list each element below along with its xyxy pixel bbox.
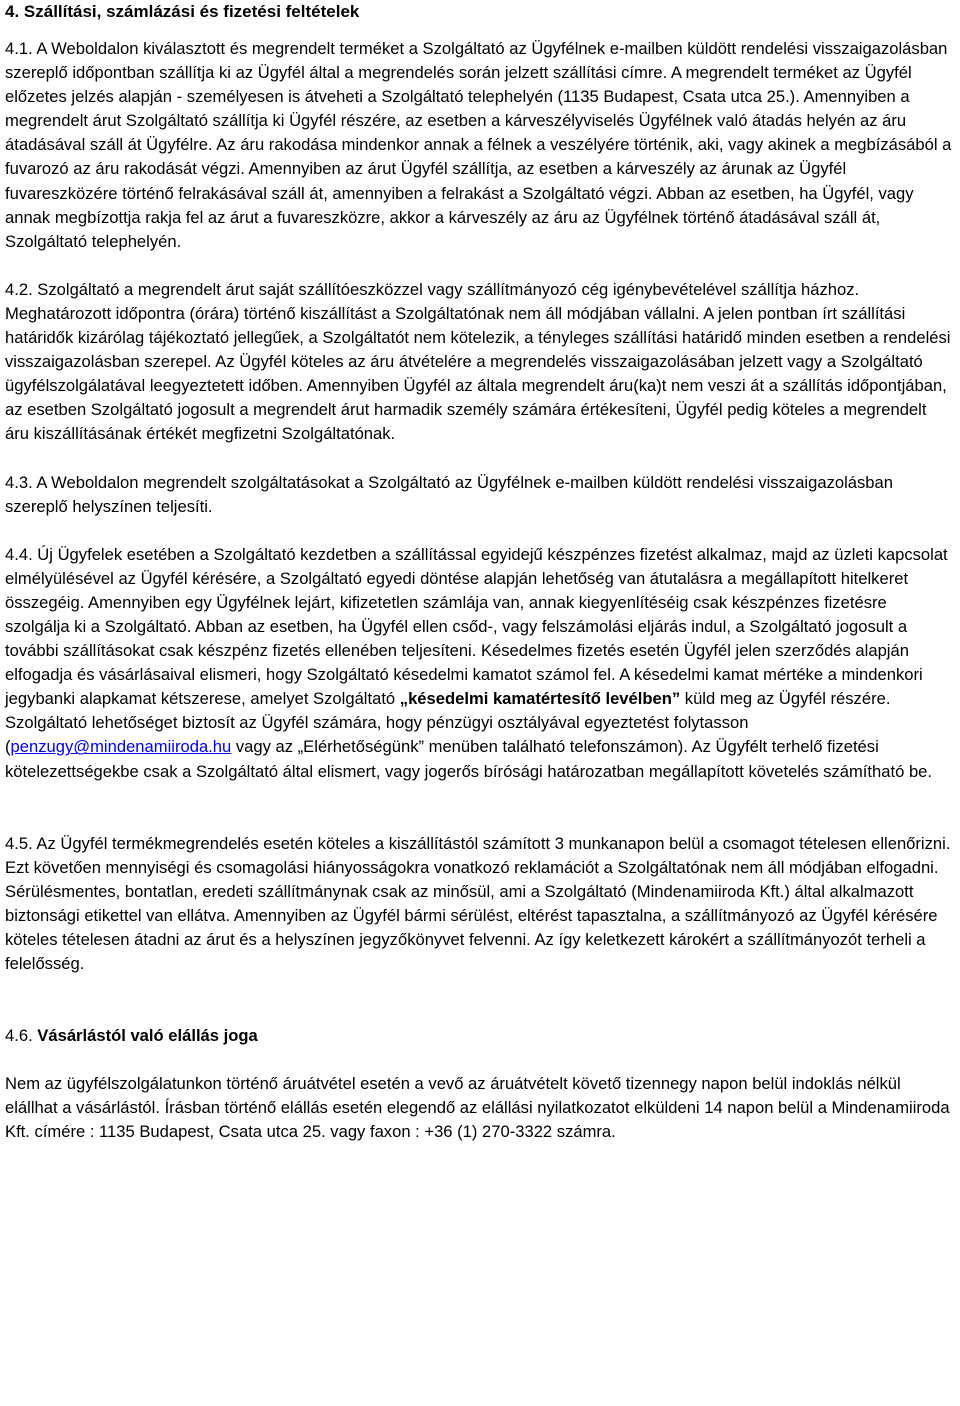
- reminder-letter-emphasis: „késedelmi kamatértesítő levélben”: [399, 689, 681, 709]
- paragraph-4-6-number: 4.6.: [5, 1026, 38, 1046]
- paragraph-4-1: 4.1. A Weboldalon kiválasztott és megrendelt terméket a Szolgáltató az Ügyfélnek e-mailben küldött rendelési visszaigazolásban szereplő időpontban szállítja ki az Ügyfél által a megrendelés során jelzett szállítási címre. A megrendelt terméket az Ügyfél előzetes jelzés alapján - személyesen is átveheti a Szolgáltató telephelyén (1135 Budapest, Csata utca 25.). Amennyiben a megrendelt árut Szolgáltató szállítja ki Ügyfél részére, az esetben a kárveszélyviselés Ügyfélnek való átadás helyén az áru átadásával száll át Ügyfélre. Az áru rakodása mindenkor annak a félnek a veszélyére történik, aki, vagy akinek a megbízásából a fuvarozó az áru rakodását végzi. Amennyiben az árut Ügyfél szállítja, az esetben a kárveszély az árunak az Ügyfél fuvareszközére történő felrakásával száll át, amennyiben a felrakást a Szolgáltató végzi. Abban az esetben, ha Ügyfél, vagy annak megbízottja rakja fel az árut a fuvareszközre, akkor a kárveszély az áru az Ügyfélnek történő átadásával száll át, Szolgáltató telephelyén.: [5, 39, 952, 251]
- paragraph-4-6-heading: [5, 1024, 954, 1048]
- paragraph-4-4-text-c: vagy az „Elérhetőségünk” menüben található telefonszámon). Az Ügyfélt terhelő fizetési kötelezettségekbe csak a Szolgáltató által elismert, vagy jogerős bírósági határozatban megállapított követelés számítható be.: [5, 737, 933, 781]
- paragraph-withdrawal: Nem az ügyfélszolgálatunkon történő áruátvétel esetén a vevő az áruátvételt követő tizennegy napon belül indoklás nélkül elállhat a vásárlástól. Írásban történő elállás esetén elegendő az elállási nyilatkozatot elküldeni 14 napon belül a Mindenamiiroda Kft. címére : 1135 Budapest, Csata utca 25. vagy faxon : +36 (1) 270-3322 számra.: [5, 1074, 950, 1142]
- finance-email-link[interactable]: penzugy@mindenamiiroda.hu: [10, 737, 232, 757]
- paragraph-4-4-text-b: küld meg az Ügyfél részére. Szolgáltató lehetőséget biztosít az Ügyfél számára, hogy pénzügyi osztályával egyeztetést folytasson (: [5, 689, 891, 757]
- paragraph-4-3: 4.3. A Weboldalon megrendelt szolgáltatásokat a Szolgáltató az Ügyfélnek e-mailben küldött rendelési visszaigazolásban szereplő helyszínen teljesíti.: [5, 472, 893, 516]
- paragraph-4-2: 4.2. Szolgáltató a megrendelt árut saját szállítóeszközzel vagy szállítmányozó cég igénybevételével szállítja házhoz. Meghatározott időpontra (órára) történő kiszállítást a Szolgáltatónak nem áll módjában vállalni. A jelen pontban írt szállítási határidők kizárólag tájékoztató jellegűek, a Szolgáltatót nem kötelezik, a tényleges szállítási határidő minden esetben a rendelési visszaigazolásban szerepel. Az Ügyfél köteles az áru átvételére a megrendelés visszaigazolásában jelzett vagy a Szolgáltató ügyfélszolgálatával leegyeztetett időben. Amennyiben Ügyfél az általa megrendelt áru(ka)t nem veszi át a szállítás időpontjában, az esetben Szolgáltató jogosult a megrendelt árut harmadik személy számára értékesíteni, Ügyfél pedig köteles a megrendelt áru kiszállításának értékét megfizetni Szolgáltatónak.: [5, 279, 951, 444]
- paragraph-4-5: 4.5. Az Ügyfél termékmegrendelés esetén köteles a kiszállítástól számított 3 munkanapon belül a csomagot tételesen ellenőrizni. Ezt követően mennyiségi és csomagolási hiányosságokra vonatkozó reklamációt a Szolgáltatónak nem áll módjában elfogadni. Sérülésmentes, bontatlan, eredeti szállítmánynak csak az minősül, ami a Szolgáltató (Mindenamiiroda Kft.) által alkalmazott biztonsági etikettel van ellátva. Amennyiben az Ügyfél bármi sérülést, eltérést tapasztalna, a szállítmányozó az Ügyfél kérésére köteles tételesen átadni az árut és a helyszínen jegyzőkönyvet felvenni. Az így keletkezett károkért a szállítmányozót terheli a felelősség.: [5, 833, 951, 974]
- paragraph-4-4-text-a: 4.4. Új Ügyfelek esetében a Szolgáltató kezdetben a szállítással egyidejű készpénzes fizetést alkalmaz, majd az üzleti kapcsolat elmélyülésével az Ügyfél kérésére, a Szolgáltató egyedi döntése alapján lehetőség van átutalásra a megállapított hitelkeret összegéig. Amennyiben egy Ügyfélnek lejárt, kifizetetlen számlája van, annak kiegyenlítéséig csak készpénzes fizetésre szolgálja ki a Szolgáltató. Abban az esetben, ha Ügyfél ellen csőd-, vagy felszámolási eljárás indul, a Szolgáltató jogosult a további szállításokat csak készpénz fizetés ellenében teljesíteni. Késedelmes fizetés esetén Ügyfél jelen szerződés alapján elfogadja és vásárlásaival elismeri, hogy Szolgáltató késedelmi kamatot számol fel. A késedelmi kamat mértéke a mindenkori jegybanki alapkamat kétszerese, amelyet Szolgáltató: [5, 544, 948, 709]
- section-heading: 4. Szállítási, számlázási és fizetési feltételek: [5, 2, 360, 21]
- withdrawal-right-title: Vásárlástól való elállás joga: [37, 1026, 258, 1046]
- paragraph-4-4: [5, 543, 954, 784]
